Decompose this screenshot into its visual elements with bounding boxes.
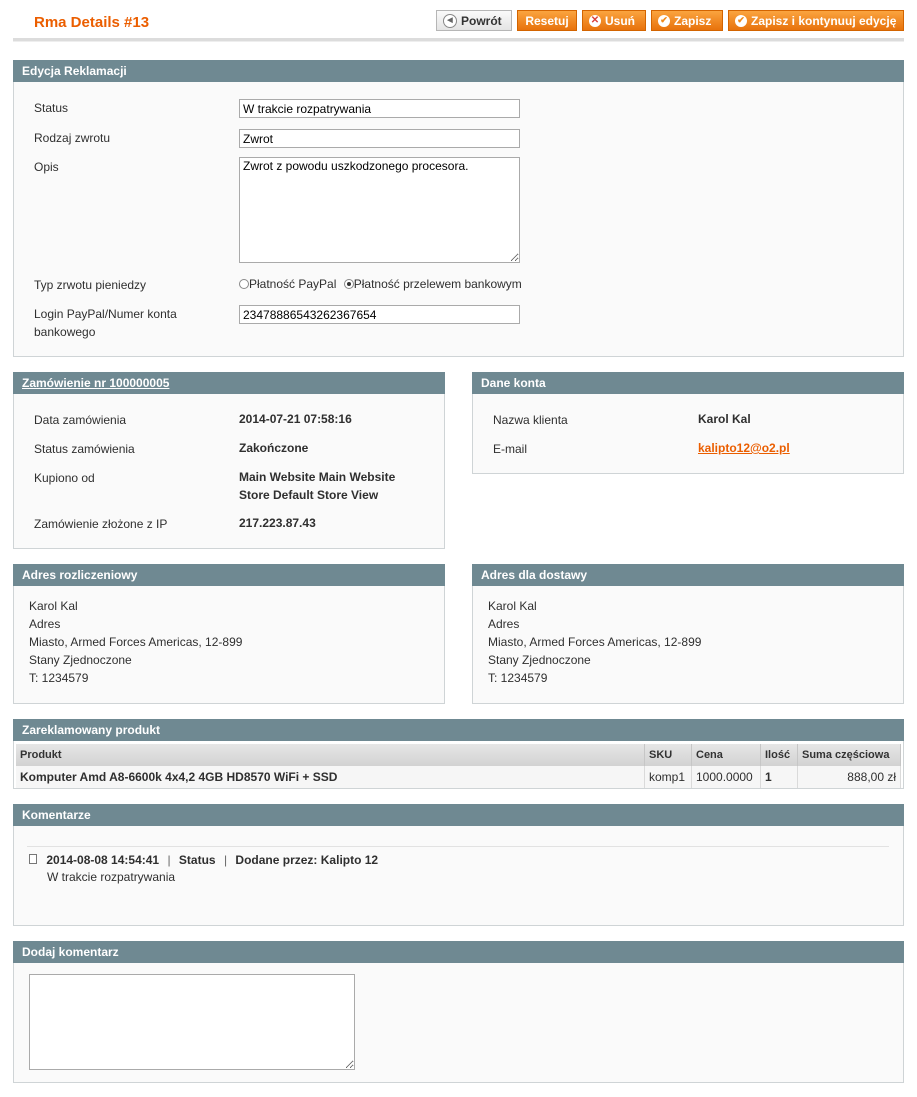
order-status-value: Zakończone	[239, 441, 309, 455]
checkmark-icon: ✔	[658, 15, 670, 27]
note-icon	[29, 854, 37, 864]
sku-cell: komp1	[645, 766, 692, 788]
account-panel-title: Dane konta	[472, 372, 904, 394]
close-icon: ✕	[590, 14, 600, 26]
title-divider	[13, 38, 904, 42]
return-type-input[interactable]	[239, 129, 520, 148]
refund-type-label: Typ zrwotu pieniedzy	[34, 278, 147, 292]
comment-author: Dodane przez: Kalipto 12	[235, 853, 379, 867]
account-number-label: Login PayPal/Numer konta bankowego	[34, 307, 177, 339]
order-ip-value: 217.223.87.43	[239, 516, 316, 530]
column-header: Cena	[692, 744, 761, 766]
comment-text: W trakcie rozpatrywania	[47, 870, 176, 884]
return-type-label: Rodzaj zwrotu	[34, 131, 111, 145]
page-title: Rma Details #13	[34, 14, 150, 31]
paypal-radio-label: Płatność PayPal	[249, 277, 337, 291]
order-date-label: Data zamówienia	[34, 413, 127, 427]
column-header: SKU	[645, 744, 692, 766]
comments-panel	[13, 804, 904, 926]
refund-options	[239, 275, 522, 293]
comment-textarea[interactable]	[29, 974, 355, 1070]
product-table	[16, 744, 901, 788]
checkmark-icon: ✔	[735, 15, 747, 27]
order-ip-label: Zamówienie złożone z IP	[34, 517, 168, 531]
table-row	[16, 766, 901, 788]
comment-divider	[27, 846, 889, 847]
add-comment-panel	[13, 941, 904, 1083]
subtotal-cell: 888,00 zł	[798, 766, 901, 788]
order-status-label: Status zamówienia	[34, 442, 135, 456]
save-continue-button[interactable]: ✔ Zapisz i kontynuuj edycję	[728, 10, 904, 31]
reset-button[interactable]: Resetuj	[517, 10, 577, 31]
column-header: Suma częściowa	[798, 744, 901, 766]
order-date-value: 2014-07-21 07:58:16	[239, 412, 352, 426]
price-cell: 1000.0000	[692, 766, 761, 788]
product-panel	[13, 719, 904, 789]
status-input[interactable]	[239, 99, 520, 118]
customer-name-value: Karol Kal	[698, 412, 751, 426]
email-link[interactable]: kalipto12@o2.pl	[698, 441, 790, 455]
delete-button[interactable]: ✕ Usuń	[582, 10, 646, 31]
back-button[interactable]: ◀ Powrót	[436, 10, 512, 31]
column-header: Ilość	[761, 744, 798, 766]
product-name-cell: Komputer Amd A8-6600k 4x4,2 4GB HD8570 WiFi + SSD	[16, 766, 645, 788]
billing-panel-title: Adres rozliczeniowy	[13, 564, 445, 586]
qty-cell: 1	[761, 766, 798, 788]
separator: |	[223, 853, 228, 867]
bank-transfer-radio-label: Płatność przelewem bankowym	[353, 277, 522, 291]
comment-date: 2014-08-08 14:54:41	[46, 853, 160, 867]
separator: |	[167, 853, 171, 867]
billing-address: Karol Kal Adres Miasto, Armed Forces Americas, 12-899 Stany Zjednoczone T: 1234579	[29, 599, 243, 685]
account-number-input[interactable]	[239, 305, 520, 324]
account-panel	[472, 372, 904, 474]
table-header-row	[16, 744, 901, 766]
order-panel	[13, 372, 445, 549]
paypal-radio[interactable]	[239, 279, 249, 289]
shipping-panel-title: Adres dla dostawy	[472, 564, 904, 586]
status-label: Status	[34, 101, 69, 115]
store-value: Main Website Main Website Store Default Store View	[239, 470, 396, 502]
shipping-address: Karol Kal Adres Miasto, Armed Forces Americas, 12-899 Stany Zjednoczone T: 1234579	[488, 599, 702, 685]
comment-status: Status	[178, 853, 216, 867]
edit-panel	[13, 60, 904, 357]
save-button[interactable]: ✔ Zapisz	[651, 10, 723, 31]
comments-panel-title: Komentarze	[13, 804, 904, 826]
shipping-panel	[472, 564, 904, 704]
comment-meta	[29, 851, 378, 869]
product-panel-title: Zareklamowany produkt	[13, 719, 904, 741]
order-panel-title	[13, 372, 445, 394]
order-link[interactable]: Zamówienie nr 100000005	[22, 376, 170, 390]
store-label: Kupiono od	[34, 471, 95, 485]
email-label: E-mail	[493, 442, 528, 456]
customer-name-label: Nazwa klienta	[493, 413, 568, 427]
edit-panel-title: Edycja Reklamacji	[13, 60, 904, 82]
billing-panel	[13, 564, 445, 704]
description-label: Opis	[34, 160, 59, 174]
add-comment-panel-title: Dodaj komentarz	[13, 941, 904, 963]
description-textarea[interactable]	[239, 157, 520, 263]
column-header: Produkt	[16, 744, 645, 766]
arrow-left-icon: ◀	[443, 14, 457, 28]
bank-transfer-radio[interactable]	[344, 279, 354, 289]
